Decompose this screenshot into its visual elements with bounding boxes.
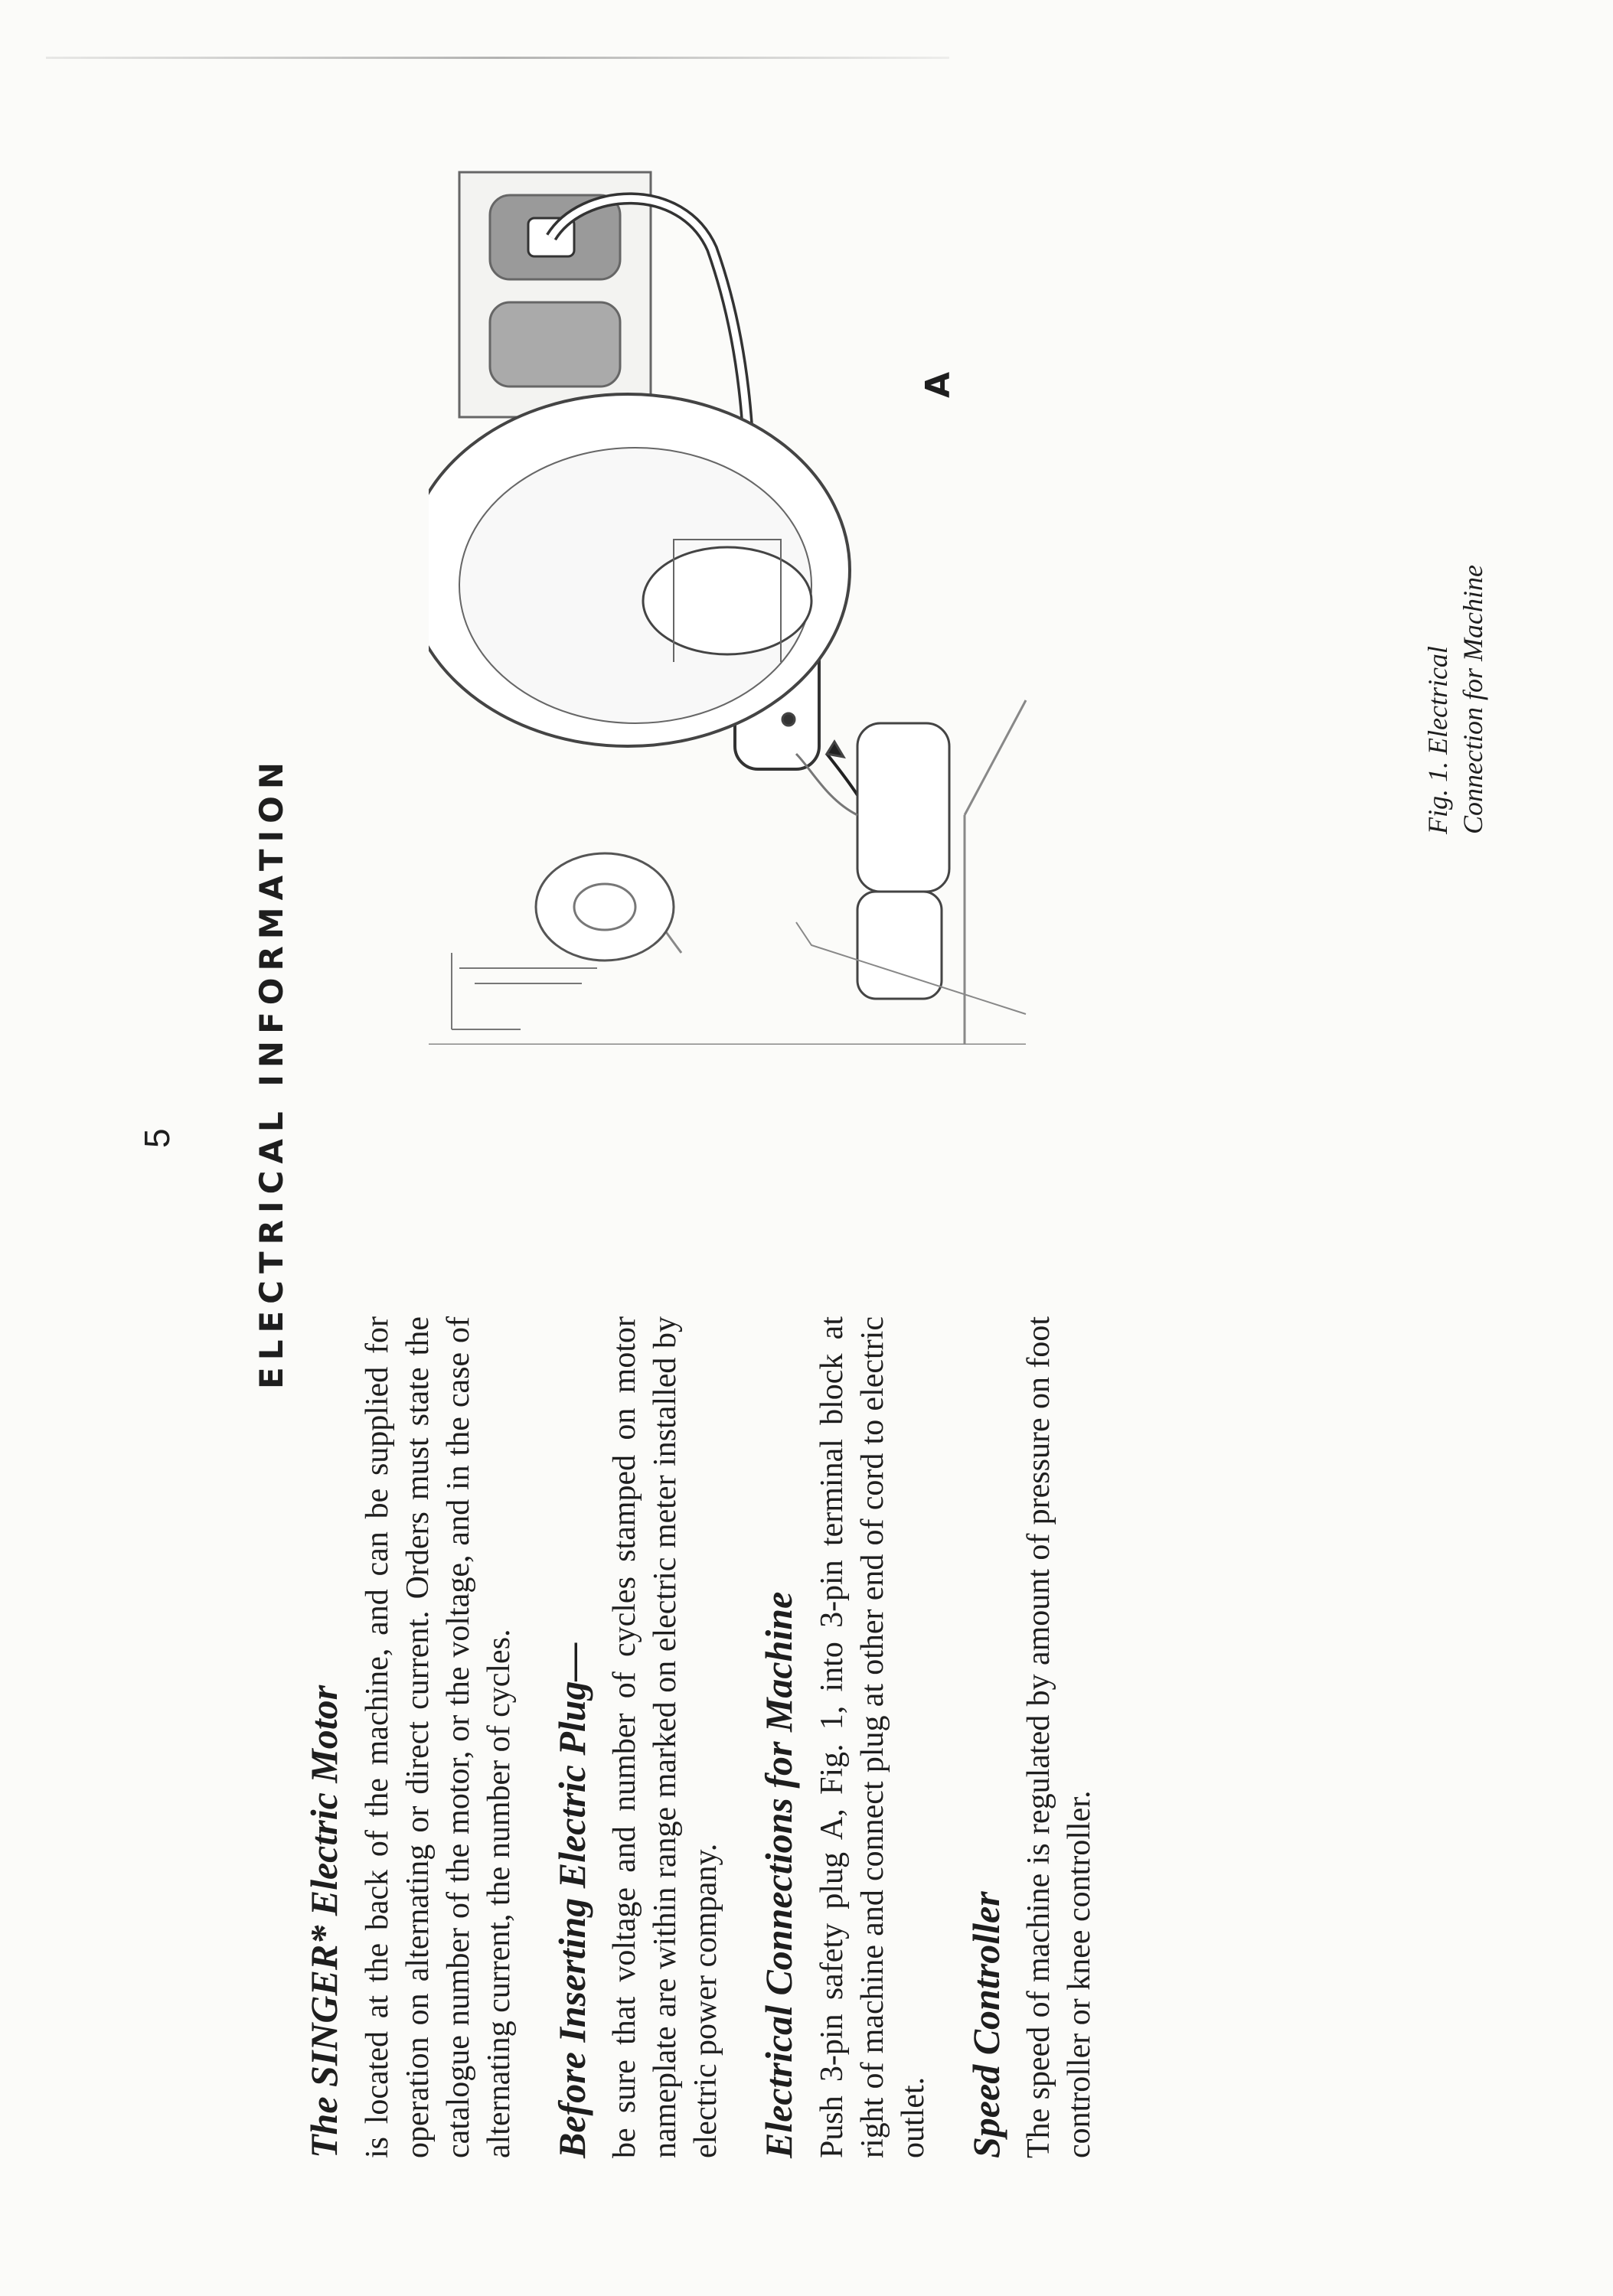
section-heading: Electrical Connections for Machine	[757, 1591, 800, 2158]
section-heading: Speed Controller	[964, 1891, 1007, 2158]
section-speed	[965, 1316, 1101, 2158]
section-body: is located at the back of the machine, and can be supplied for operation on alternating or direct current. Orders must state the catalogue number of the motor, or the voltage, and in the case of alternating current, the number of cycles.	[359, 1316, 517, 2158]
section-body: Push 3-pin safety plug A, Fig. 1, into 3-pin terminal block at right of machine and connect plug at other end of cord to electric outlet.	[814, 1316, 931, 2158]
section-body: The speed of machine is regulated by amount of pressure on foot controller or knee controller.	[1021, 1316, 1097, 2158]
text-column	[302, 1316, 1131, 2158]
section-motor	[302, 1316, 520, 2158]
section-body: be sure that voltage and number of cycles stamped on motor nameplate are within range marked on electric meter installed by electric power company.	[607, 1316, 723, 2158]
caption-line: Fig. 1. Electrical	[1422, 646, 1453, 834]
section-before-plug	[550, 1316, 727, 2158]
section-heading: The SINGER* Electric Motor	[302, 1684, 345, 2158]
page-number: 5	[137, 1128, 177, 1148]
section-heading: Before Inserting Electric Plug—	[550, 1642, 593, 2158]
machine-illustration	[429, 165, 1041, 1045]
section-connections	[757, 1316, 934, 2158]
caption-line: Connection for Machine	[1458, 565, 1488, 834]
section-title: ELECTRICAL INFORMATION	[253, 755, 290, 1389]
plug-label-a: A	[919, 371, 958, 398]
figure-caption	[1420, 344, 1491, 834]
